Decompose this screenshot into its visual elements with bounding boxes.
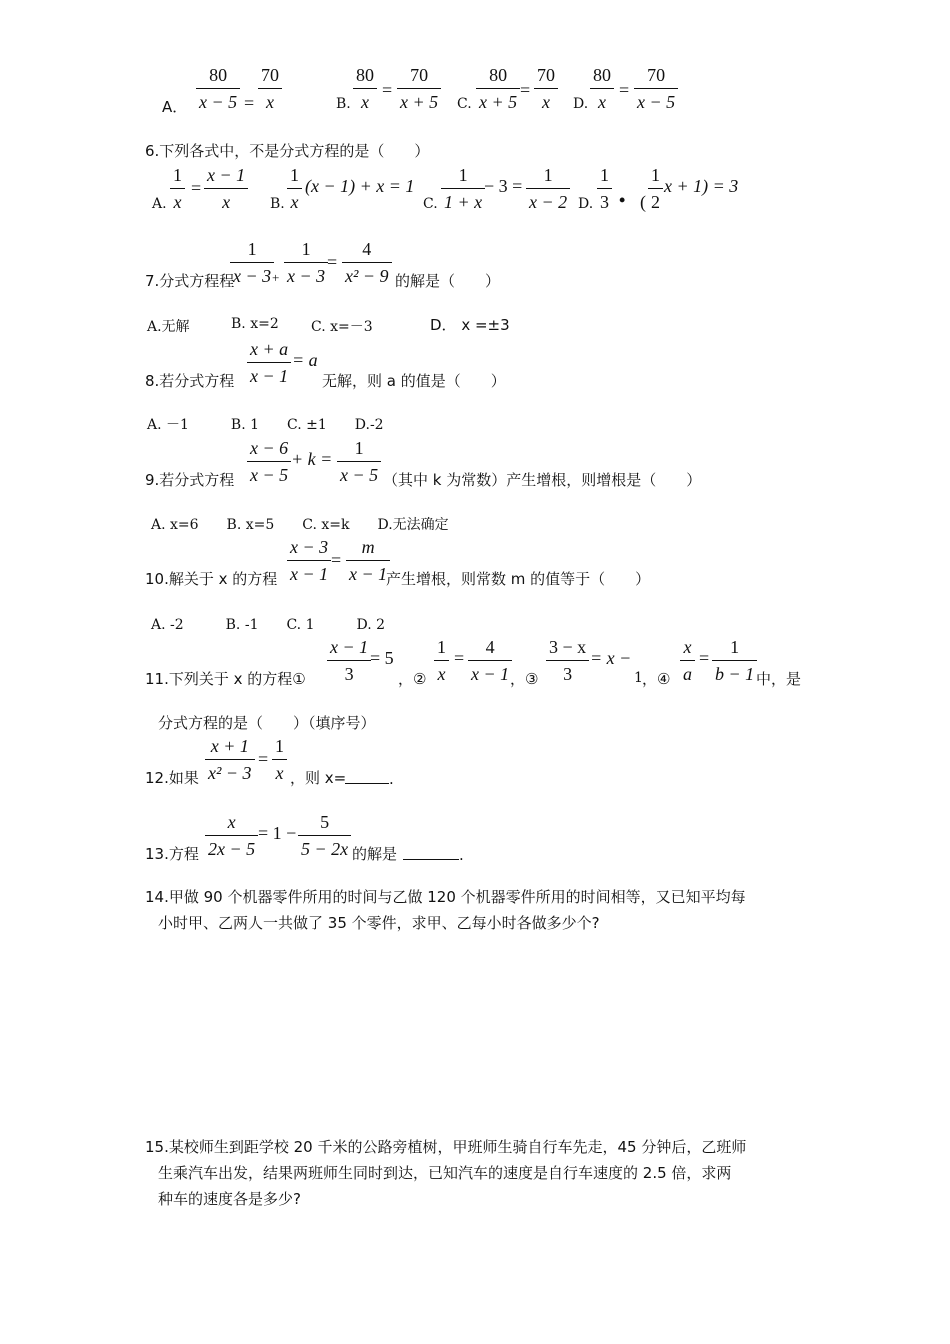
- q10-fraction-2: m x − 1: [346, 538, 390, 583]
- q7-fraction-2: 1 x − 3: [284, 240, 328, 285]
- q5-option-b-label: B.: [336, 96, 351, 112]
- q13-tail: 的解是: [352, 845, 398, 863]
- q6-option-d-label: D.: [578, 196, 594, 212]
- q11-sep-3: ，③: [510, 670, 539, 688]
- q6-c-fraction-left: 1 1 + x: [441, 166, 485, 211]
- q9-middle: + k =: [291, 449, 333, 469]
- q11-eq2-equals: =: [454, 648, 465, 668]
- q5-d-equals: =: [619, 80, 630, 100]
- q11-eq2-fraction-right: 4 x − 1: [468, 638, 512, 683]
- q6-a-fraction-right: x − 1 x: [204, 166, 248, 211]
- q11-eq4-fraction-left: x a: [680, 638, 695, 683]
- q10-fraction-1: x − 3 x − 1: [287, 538, 331, 583]
- q6-c-middle: − 3 =: [484, 176, 523, 196]
- q15-line-1: 15.某校师生到距学校 20 千米的公路旁植树，甲班师生骑自行车先走，45 分钟后，乙班师: [145, 1138, 747, 1156]
- q15-line-2: 生乘汽车出发，结果两班师生同时到达，已知汽车的速度是自行车速度的 2.5 倍，求两: [158, 1164, 732, 1182]
- q5-option-a-label: A．: [162, 98, 188, 116]
- q7-option-c: C. x=－3: [311, 319, 373, 335]
- q7-option-d: D． x =±3: [430, 316, 510, 334]
- q6-d-fraction-right: 1 2: [648, 166, 663, 211]
- q11-eq4-fraction-right: 1 b − 1: [712, 638, 757, 683]
- q10-equals: =: [331, 550, 342, 570]
- q8-text: 8.若分式方程: [145, 372, 235, 390]
- q5-option-c-label: C.: [457, 96, 472, 112]
- q11-eq3-rhs: = x −: [590, 648, 632, 668]
- q6-d-fraction-left: 1 3: [597, 166, 612, 211]
- q11-eq2-fraction-left: 1 x: [434, 638, 449, 683]
- q6-d-rest: x + 1) = 3: [664, 176, 739, 196]
- q10-text: 10.解关于 x 的方程: [145, 570, 278, 588]
- q6-a-equals: =: [191, 178, 202, 198]
- q6-b-rest: (x − 1) + x = 1: [305, 176, 415, 196]
- q9-tail: （其中 k 为常数）产生增根，则增根是（ ）: [383, 471, 702, 489]
- q11-eq1-fraction: x − 1 3: [327, 638, 371, 683]
- q8-options: A. －1 B. 1 C. ±1 D.-2: [147, 417, 384, 433]
- q11-eq3-one: 1: [634, 670, 643, 686]
- q5-d-fraction-right: 70 x − 5: [634, 66, 678, 111]
- q7-option-b: B. x=2: [231, 316, 279, 332]
- q9-fraction-2: 1 x − 5: [337, 439, 381, 484]
- q5-b-fraction-right: 70 x + 5: [397, 66, 441, 111]
- q6-option-c-label: C.: [423, 196, 438, 212]
- q13-fraction-1: x 2x − 5: [205, 813, 258, 858]
- q13-middle: = 1 −: [258, 823, 297, 843]
- q5-c-equals: =: [520, 80, 531, 100]
- q14-line-2: 小时甲、乙两人一共做了 35 个零件，求甲、乙每小时各做多少个?: [158, 914, 600, 932]
- q11-line-2: 分式方程的是（ ）（填序号）: [158, 714, 376, 732]
- q12-answer-blank[interactable]: .: [345, 767, 394, 788]
- q11-sep-4: ，④: [642, 670, 671, 688]
- q5-c-fraction-right: 70 x: [534, 66, 558, 111]
- q11-eq1-rhs: = 5: [370, 648, 394, 668]
- q13-answer-blank[interactable]: .: [403, 843, 464, 864]
- q11-sep-2: ，②: [398, 670, 427, 688]
- q12-fraction-1: x + 1 x² − 3: [205, 737, 255, 782]
- q7-equals: =: [327, 252, 338, 272]
- q12-equals: =: [258, 749, 269, 769]
- q12-tail: ，则 x=: [290, 769, 347, 787]
- q5-b-equals: =: [382, 80, 393, 100]
- q7-tail: 的解是（ ）: [395, 272, 501, 290]
- q10-tail: 产生增根，则常数 m 的值等于（ ）: [386, 570, 651, 588]
- q5-option-d-label: D.: [573, 96, 589, 112]
- q9-options: A. x=6 B. x=5 C. x=k D.无法确定: [151, 517, 449, 533]
- q5-b-fraction-left: 80 x: [353, 66, 377, 111]
- q14-line-1: 14.甲做 90 个机器零件所用的时间与乙做 120 个机器零件所用的时间相等，又已知平均每: [145, 888, 746, 906]
- q7-fraction-3: 4 x² − 9: [342, 240, 392, 285]
- q13-fraction-2: 5 5 − 2x: [298, 813, 351, 858]
- q11-eq4-equals: =: [699, 648, 710, 668]
- q6-option-a-label: A.: [152, 196, 167, 212]
- q5-c-fraction-left: 80 x + 5: [476, 66, 520, 111]
- q5-a-fraction-right: 70 x: [258, 66, 282, 111]
- q6-c-fraction-right: 1 x − 2: [526, 166, 570, 211]
- q12-fraction-2: 1 x: [272, 737, 287, 782]
- q6-option-b-label: B.: [270, 196, 285, 212]
- q6-b-fraction: 1 x: [287, 166, 302, 211]
- q7-fraction-1: 1 x − 3: [230, 240, 274, 285]
- q13-text: 13.方程: [145, 845, 199, 863]
- q6-d-dot: •: [619, 190, 626, 210]
- q9-fraction-1: x − 6 x − 5: [247, 439, 291, 484]
- q8-rhs: = a: [292, 350, 318, 370]
- q6-text: 6.下列各式中，不是分式方程的是（ ）: [145, 142, 430, 160]
- q6-d-paren: (: [640, 192, 646, 212]
- q6-a-fraction-left: 1 x: [170, 166, 185, 211]
- q7-option-a: A.无解: [147, 319, 190, 335]
- q5-a-fraction-left: 80 x − 5: [196, 66, 240, 111]
- q11-text: 11.下列关于 x 的方程①: [145, 670, 306, 688]
- q7-text: 7.分式方程程: [145, 272, 235, 290]
- q9-text: 9.若分式方程: [145, 471, 235, 489]
- q8-tail: 无解，则 a 的值是（ ）: [322, 372, 506, 390]
- q12-text: 12.如果: [145, 769, 199, 787]
- q7-plus: +: [272, 270, 280, 285]
- q5-d-fraction-left: 80 x: [590, 66, 614, 111]
- q10-options: A. -2 B. -1 C. 1 D. 2: [151, 617, 386, 633]
- q8-fraction: x + a x − 1: [247, 340, 291, 385]
- q5-a-equals: =: [244, 93, 255, 113]
- q11-eq3-fraction: 3 − x 3: [546, 638, 589, 683]
- q11-tail: 中，是: [756, 670, 802, 688]
- q15-line-3: 种车的速度各是多少?: [158, 1190, 301, 1208]
